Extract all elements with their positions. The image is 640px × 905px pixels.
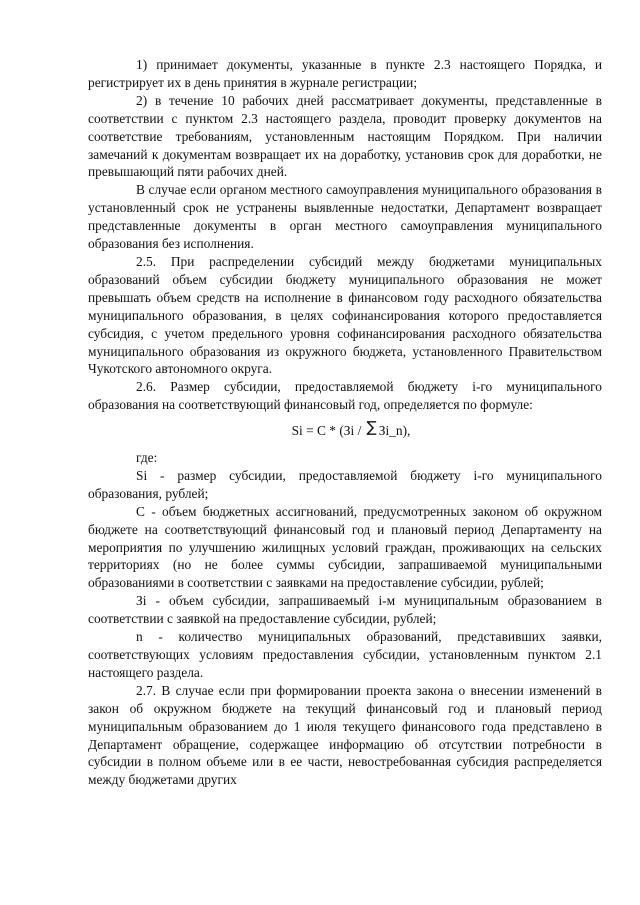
paragraph-2-5: 2.5. При распределении субсидий между бюджетами муниципальных образований объем субсидии бюджету муниципального образования не может превышать объем средств на исполнение в финансовом году расходного обязательства муниципального образования, в целях софинансирования которого предоставляется субсидия, с учетом предельного уровня софинансирования расходного обязательства муниципального образования из окружного бюджета, установленного Правительством Чукотского автономного округа. <box>88 253 602 377</box>
definition-si: Si - размер субсидии, предоставляемой бюджету i-го муниципального образования, рублей; <box>88 467 602 501</box>
document-page <box>88 56 602 789</box>
definition-c: C - объем бюджетных ассигнований, предусмотренных законом об окружном бюджете на соответствующий финансовый год и плановый период Департаменту на мероприятия по улучшению жилищных условий граждан, проживающих на сельских территориях (но не более суммы субсидии, запрашиваемой муниципальными образованиями в соответствии с заявками на предоставление субсидии, рублей; <box>88 503 602 591</box>
formula-left: Si = C * (Зi / <box>291 423 365 439</box>
definition-n: n - количество муниципальных образований, представивших заявки, соответствующих условиям предоставления субсидии, установленным пунктом 2.1 настоящего раздела. <box>88 629 602 680</box>
paragraph-2: 2) в течение 10 рабочих дней рассматривает документы, представленные в соответствии с пунктом 2.3 настоящего раздела, проводит проверку документов на соответствие требованиям, установленным настоящим Порядком. При наличии замечаний к документам возвращает их на доработку, установив срок для доработки, не превышающий пяти рабочих дней. <box>88 92 602 180</box>
where-label: где: <box>136 450 158 466</box>
definition-zi: Зi - объем субсидии, запрашиваемый i-м муниципальным образованием в соответствии с заявкой на предоставление субсидии, рублей; <box>88 593 602 627</box>
paragraph-2-7: 2.7. В случае если при формировании проекта закона о внесении изменений в закон об окружном бюджете на текущий финансовый год и плановый период муниципальным образованием до 1 июля текущего финансового года представлено в Департамент обращение, содержащее информацию об отсутствии потребности в субсидии в полном объеме или в ее части, невостребованная субсидия распределяется между бюджетами других <box>88 682 602 788</box>
paragraph-2-6: 2.6. Размер субсидии, предоставляемой бюджету i-го муниципального образования на соответствующий финансовый год, определяется по формуле: <box>88 379 602 413</box>
paragraph-1: 1) принимает документы, указанные в пункте 2.3 настоящего Порядка, и регистрирует их в день принятия в журнале регистрации; <box>88 57 602 90</box>
paragraph-3: В случае если органом местного самоуправления муниципального образования в установленный срок не устранены выявленные недостатки, Департамент возвращает представленные документы в орган местного самоуправления муниципального образования без исполнения. <box>88 182 602 252</box>
formula-right: Зi_n), <box>378 423 411 439</box>
sigma-symbol: ∑ <box>366 418 377 437</box>
subsidy-formula <box>88 418 602 440</box>
